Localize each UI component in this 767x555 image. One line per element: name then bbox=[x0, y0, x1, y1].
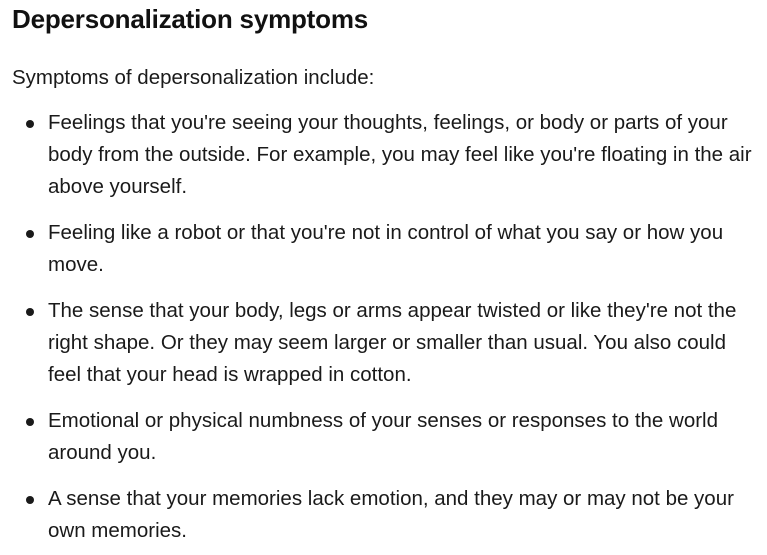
intro-paragraph: Symptoms of depersonalization include: bbox=[12, 66, 375, 89]
list-item bbox=[12, 217, 755, 281]
list-item-text: Feelings that you're seeing your thoughts, feelings, or body or parts of your body from the outside. For example, you may feel like you're floating in the air above yourself. bbox=[48, 111, 752, 198]
list-item bbox=[12, 405, 755, 469]
bullet-icon bbox=[26, 496, 34, 504]
list-item bbox=[12, 295, 755, 391]
bullet-icon bbox=[26, 120, 34, 128]
list-item-text: Emotional or physical numbness of your senses or responses to the world around you. bbox=[48, 409, 719, 464]
list-item-text: The sense that your body, legs or arms appear twisted or like they're not the right shape. Or they may seem larger or smaller than usual. You also could feel that your head is wrapped in cotton. bbox=[48, 299, 737, 386]
list-item-text: Feeling like a robot or that you're not in control of what you say or how you move. bbox=[48, 221, 724, 276]
list-item bbox=[12, 107, 755, 203]
bullet-icon bbox=[26, 230, 34, 238]
list-item bbox=[12, 483, 755, 547]
section-heading: Depersonalization symptoms bbox=[12, 4, 368, 34]
bullet-icon bbox=[26, 418, 34, 426]
list-item-text: A sense that your memories lack emotion, and they may or may not be your own memories. bbox=[48, 487, 734, 542]
symptom-list bbox=[12, 107, 755, 547]
bullet-icon bbox=[26, 308, 34, 316]
